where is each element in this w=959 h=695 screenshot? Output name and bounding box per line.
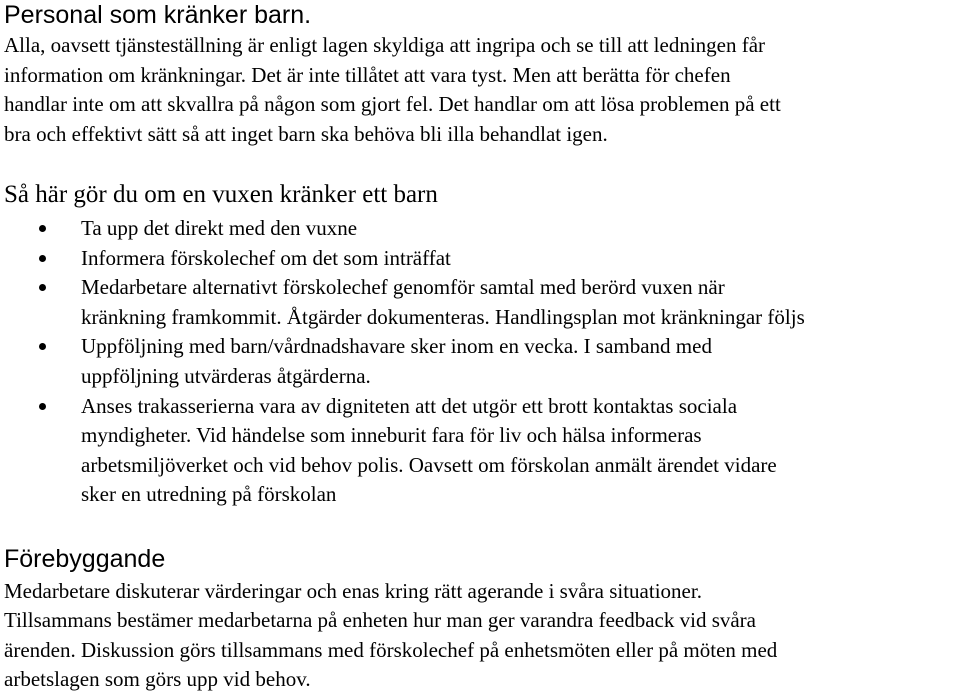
bullet-line: Medarbetare alternativt förskolechef genomför samtal med berörd vuxen när: [81, 275, 725, 300]
prevention-paragraph: [4, 577, 954, 695]
bullet-line: uppföljning utvärderas åtgärderna.: [81, 363, 371, 388]
prevention-line: Medarbetare diskuterar värderingar och enas kring rätt agerande i svåra situationer.: [4, 579, 702, 603]
bullet-line: Uppföljning med barn/vårdnadshavare sker inom en vecka. I samband med: [81, 334, 712, 359]
prevention-line: Tillsammans bestämer medarbetarna på enheten hur man ger varandra feedback vid svåra: [4, 608, 757, 633]
bullet-line: Ta upp det direkt med den vuxne: [81, 216, 358, 240]
intro-line: information om kränkningar. Det är inte tillåtet att vara tyst. Men att berätta för chefen: [4, 62, 731, 87]
bullet-list: [0, 214, 959, 510]
prevention-line: ärenden. Diskussion görs tillsammans med förskolechef på enhetsmöten eller på möten med: [4, 637, 778, 662]
bullet-dot-icon: [39, 255, 46, 262]
bullet-item: [0, 392, 959, 510]
prevention-line: arbetslagen som görs upp vid behov.: [4, 667, 311, 692]
intro-paragraph: [4, 31, 954, 149]
bullet-dot-icon: [39, 225, 46, 232]
bullet-line: Informera förskolechef om det som inträffat: [81, 245, 451, 270]
bullet-dot-icon: [39, 403, 46, 410]
bullet-line: sker en utredning på förskolan: [81, 482, 337, 507]
bullet-dot-icon: [39, 284, 46, 291]
bullet-line: kränkning framkommit. Åtgärder dokumenteras. Handlingsplan mot kränkningar följs: [81, 304, 805, 329]
section-heading: Så här gör du om en vuxen kränker ett barn: [4, 181, 438, 208]
prevention-heading: Förebyggande: [4, 545, 166, 573]
bullet-item: [0, 244, 959, 274]
bullet-line: Anses trakasserierna vara av digniteten att det utgör ett brott kontaktas sociala: [81, 393, 738, 418]
page-title: Personal som kränker barn.: [4, 1, 312, 29]
bullet-dot-icon: [39, 343, 46, 350]
intro-line: handlar inte om att skvallra på någon som gjort fel. Det handlar om att lösa problemen på ett: [4, 92, 781, 116]
bullet-item: [0, 273, 959, 332]
intro-line: bra och effektivt sätt så att inget barn ska behöva bli illa behandlat igen.: [4, 121, 608, 146]
bullet-item: [0, 332, 959, 391]
bullet-line: myndigheter. Vid händelse som inneburit fara för liv och hälsa informeras: [81, 423, 702, 448]
intro-line: Alla, oavsett tjänsteställning är enligt lagen skyldiga att ingripa och se till att ledningen får: [4, 33, 766, 57]
bullet-line: arbetsmiljöverket och vid behov polis. Oavsett om förskolan anmält ärendet vidare: [81, 452, 777, 477]
bullet-item: [0, 214, 959, 244]
